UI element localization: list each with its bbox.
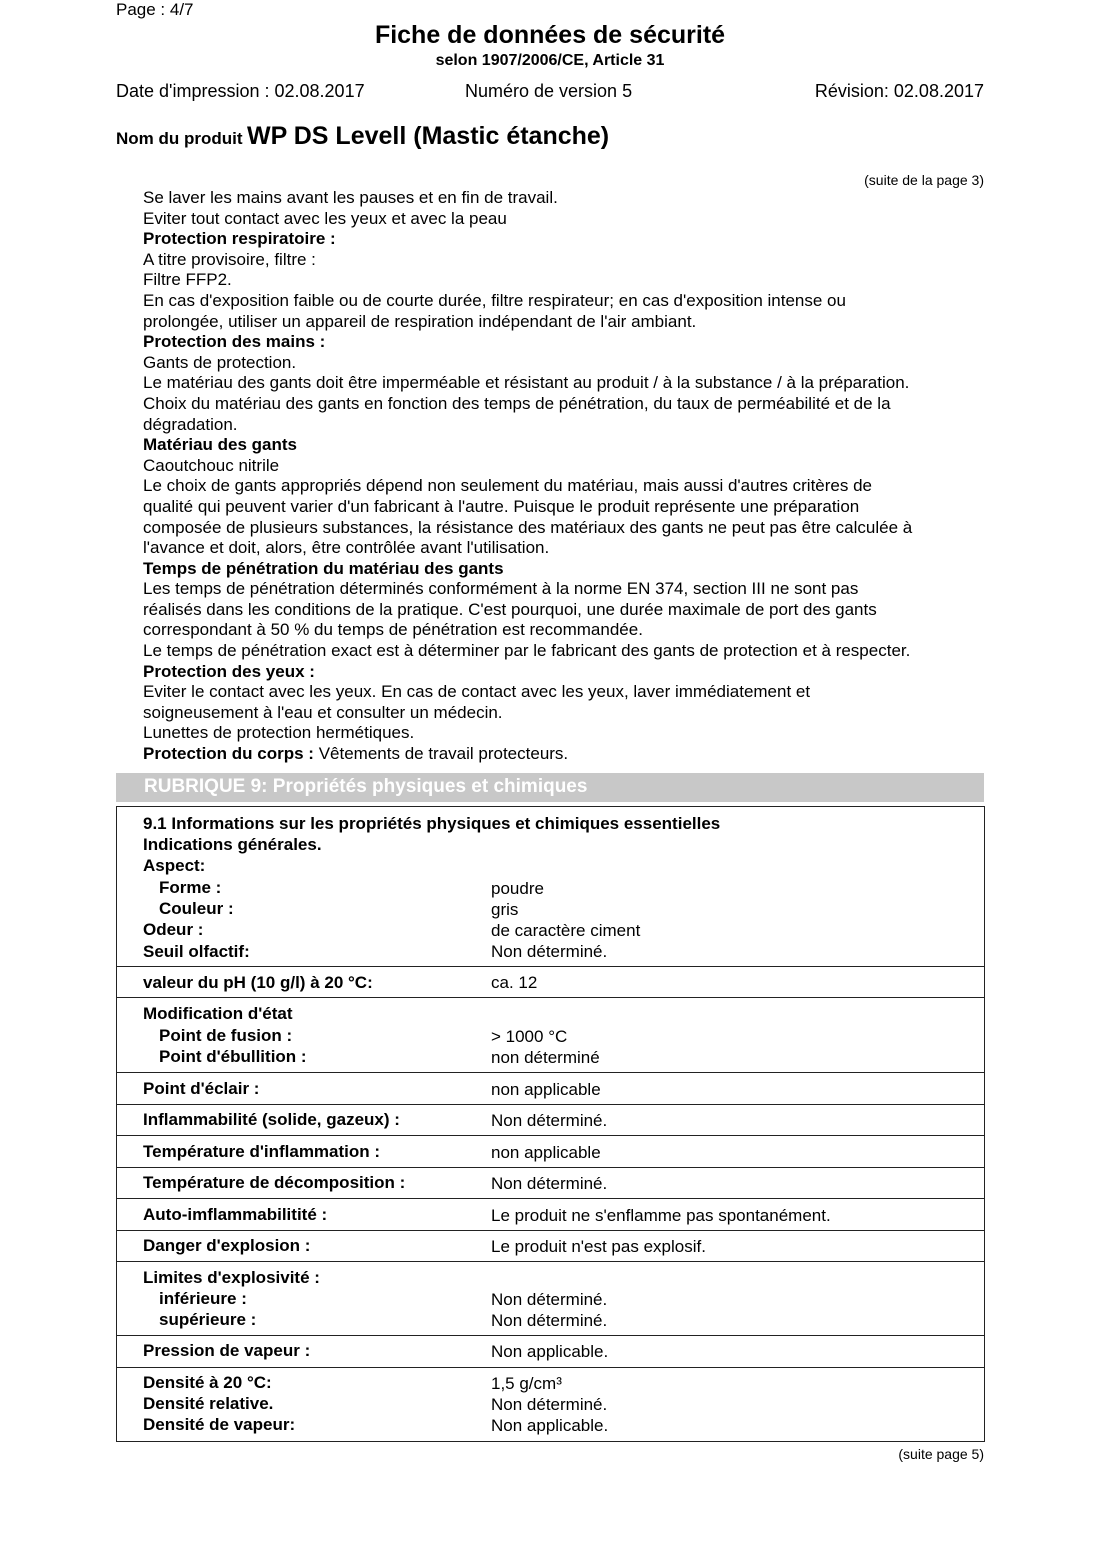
heading-glove-material: Matériau des gants [143, 435, 297, 455]
vapour-density-value: Non applicable. [491, 1416, 609, 1435]
section-9-banner [116, 773, 984, 802]
density-value: 1,5 g/cm³ [491, 1374, 562, 1393]
relative-density-label: Densité relative. [143, 1394, 274, 1413]
self-ignition-value: Le produit ne s'enflamme pas spontanément. [491, 1206, 831, 1225]
odour-value: de caractère ciment [491, 921, 641, 940]
vapour-density-label: Densité de vapeur: [143, 1415, 296, 1434]
print-date: Date d'impression : 02.08.2017 [116, 81, 365, 101]
relative-density-value: Non déterminé. [491, 1395, 608, 1414]
text-line: Eviter tout contact avec les yeux et avec la peau [143, 208, 507, 228]
table-divider [117, 1230, 984, 1231]
text-line: qualité qui peuvent varier d'un fabricant à l'autre. Puisque le produit représente une préparation [143, 496, 860, 516]
text-line: prolongée, utiliser un appareil de respiration indépendant de l'air ambiant. [143, 311, 697, 331]
table-divider [117, 1198, 984, 1199]
explosion-limits-label: Limites d'explosivité : [143, 1268, 320, 1287]
upper-limit-value: Non déterminé. [491, 1311, 608, 1330]
document-title: Fiche de données de sécurité [374, 21, 726, 49]
heading-penetration-time: Temps de pénétration du matériau des gants [143, 558, 504, 578]
text-line: correspondant à 50 % du temps de pénétration est recommandée. [143, 620, 643, 640]
version-number: Numéro de version 5 [465, 81, 633, 101]
product-label: Nom du produit [116, 129, 243, 148]
table-divider [117, 1261, 984, 1262]
colour-value: gris [491, 900, 519, 919]
form-value: poudre [491, 879, 544, 898]
heading-hand-protection: Protection des mains : [143, 332, 326, 352]
body-protection-line [143, 744, 993, 765]
text-line: Se laver les mains avant les pauses et en fin de travail. [143, 188, 558, 207]
properties-table [116, 806, 985, 1442]
melting-point-value: > 1000 °C [491, 1027, 568, 1046]
heading-body-protection: Protection du corps : [143, 744, 314, 764]
state-change-label: Modification d'état [143, 1004, 293, 1023]
text-line: Choix du matériau des gants en fonction des temps de pénétration, du taux de perméabilité et de la [143, 393, 891, 413]
text-line: En cas d'exposition faible ou de courte durée, filtre respirateur; en cas d'exposition intense ou [143, 290, 846, 310]
ph-label: valeur du pH (10 g/l) à 20 °C: [143, 973, 373, 992]
flammability-value: Non déterminé. [491, 1111, 608, 1130]
table-divider [117, 1072, 984, 1073]
odour-threshold-value: Non déterminé. [491, 942, 608, 961]
heading-eye-protection: Protection des yeux : [143, 661, 315, 681]
heading-respiratory-protection: Protection respiratoire : [143, 229, 336, 249]
body-protection-value: Vêtements de travail protecteurs. [318, 744, 569, 764]
text-line: Les temps de pénétration déterminés conformément à la norme EN 374, section III ne sont pas [143, 579, 859, 599]
boiling-point-label: Point d'ébullition : [159, 1047, 307, 1066]
product-heading [116, 122, 609, 151]
table-divider [117, 1135, 984, 1136]
vapour-pressure-label: Pression de vapeur : [143, 1341, 311, 1360]
text-line: Le temps de pénétration exact est à déterminer par le fabricant des gants de protection et à respecter. [143, 641, 911, 661]
ph-value: ca. 12 [491, 973, 538, 992]
text-line: Le choix de gants appropriés dépend non seulement du matériau, mais aussi d'autres critères de [143, 476, 873, 496]
self-ignition-label: Auto-imflammabilitité : [143, 1205, 328, 1224]
flash-point-value: non applicable [491, 1080, 601, 1099]
density-label: Densité à 20 °C: [143, 1373, 272, 1392]
form-label: Forme : [159, 878, 222, 897]
text-line: composée de plusieurs substances, la résistance des matériaux des gants ne peut pas être calculée à [143, 517, 913, 537]
lower-limit-label: inférieure : [159, 1289, 247, 1308]
odour-threshold-label: Seuil olfactif: [143, 942, 250, 961]
document-subtitle: selon 1907/2006/CE, Article 31 [435, 52, 665, 69]
table-divider [117, 997, 984, 998]
boiling-point-value: non déterminé [491, 1048, 600, 1067]
table-divider [117, 1367, 984, 1368]
odour-label: Odeur : [143, 920, 204, 939]
explosion-danger-label: Danger d'explosion : [143, 1236, 311, 1255]
decomposition-temperature-label: Température de décomposition : [143, 1173, 406, 1192]
revision-date: Révision: 02.08.2017 [814, 81, 984, 101]
colour-label: Couleur : [159, 899, 234, 918]
aspect-label: Aspect: [143, 856, 206, 875]
page-number: Page : 4/7 [116, 0, 194, 19]
upper-limit-label: supérieure : [159, 1310, 257, 1329]
text-line: soigneusement à l'eau et consulter un médecin. [143, 702, 503, 722]
flammability-label: Inflammabilité (solide, gazeux) : [143, 1110, 400, 1129]
general-indications-label: Indications générales. [143, 835, 322, 854]
properties-subheading: 9.1 Informations sur les propriétés physiques et chimiques essentielles [143, 814, 721, 833]
text-line: Lunettes de protection hermétiques. [143, 723, 415, 743]
section-9-heading: RUBRIQUE 9: Propriétés physiques et chimiques [144, 776, 588, 797]
continued-from-note: (suite de la page 3) [864, 172, 984, 188]
text-line: Caoutchouc nitrile [143, 455, 280, 475]
text-line: Eviter le contact avec les yeux. En cas de contact avec les yeux, laver immédiatement et [143, 682, 811, 702]
text-line: réalisés dans les conditions de la pratique. C'est pourquoi, une durée maximale de port des gants [143, 599, 877, 619]
ignition-temperature-label: Température d'inflammation : [143, 1142, 381, 1161]
explosion-danger-value: Le produit n'est pas explosif. [491, 1237, 706, 1256]
text-line: l'avance et doit, alors, être contrôlée avant l'utilisation. [143, 538, 550, 558]
flash-point-label: Point d'éclair : [143, 1079, 260, 1098]
text-line: Gants de protection. [143, 352, 297, 372]
text-line: Filtre FFP2. [143, 270, 232, 290]
table-divider [117, 966, 984, 967]
vapour-pressure-value: Non applicable. [491, 1342, 609, 1361]
product-name: WP DS Levell (Mastic étanche) [246, 122, 610, 150]
decomposition-temperature-value: Non déterminé. [491, 1174, 608, 1193]
table-divider [117, 1104, 984, 1105]
text-line: A titre provisoire, filtre : [143, 249, 316, 269]
table-divider [117, 1167, 984, 1168]
text-line: dégradation. [143, 414, 238, 434]
lower-limit-value: Non déterminé. [491, 1290, 608, 1309]
melting-point-label: Point de fusion : [159, 1026, 293, 1045]
continued-to-note: (suite page 5) [898, 1446, 984, 1462]
text-line: Le matériau des gants doit être imperméable et résistant au produit / à la substance / à la préparation. [143, 373, 910, 393]
protection-measures-text [143, 188, 993, 765]
table-divider [117, 1335, 984, 1336]
ignition-temperature-value: non applicable [491, 1143, 601, 1162]
